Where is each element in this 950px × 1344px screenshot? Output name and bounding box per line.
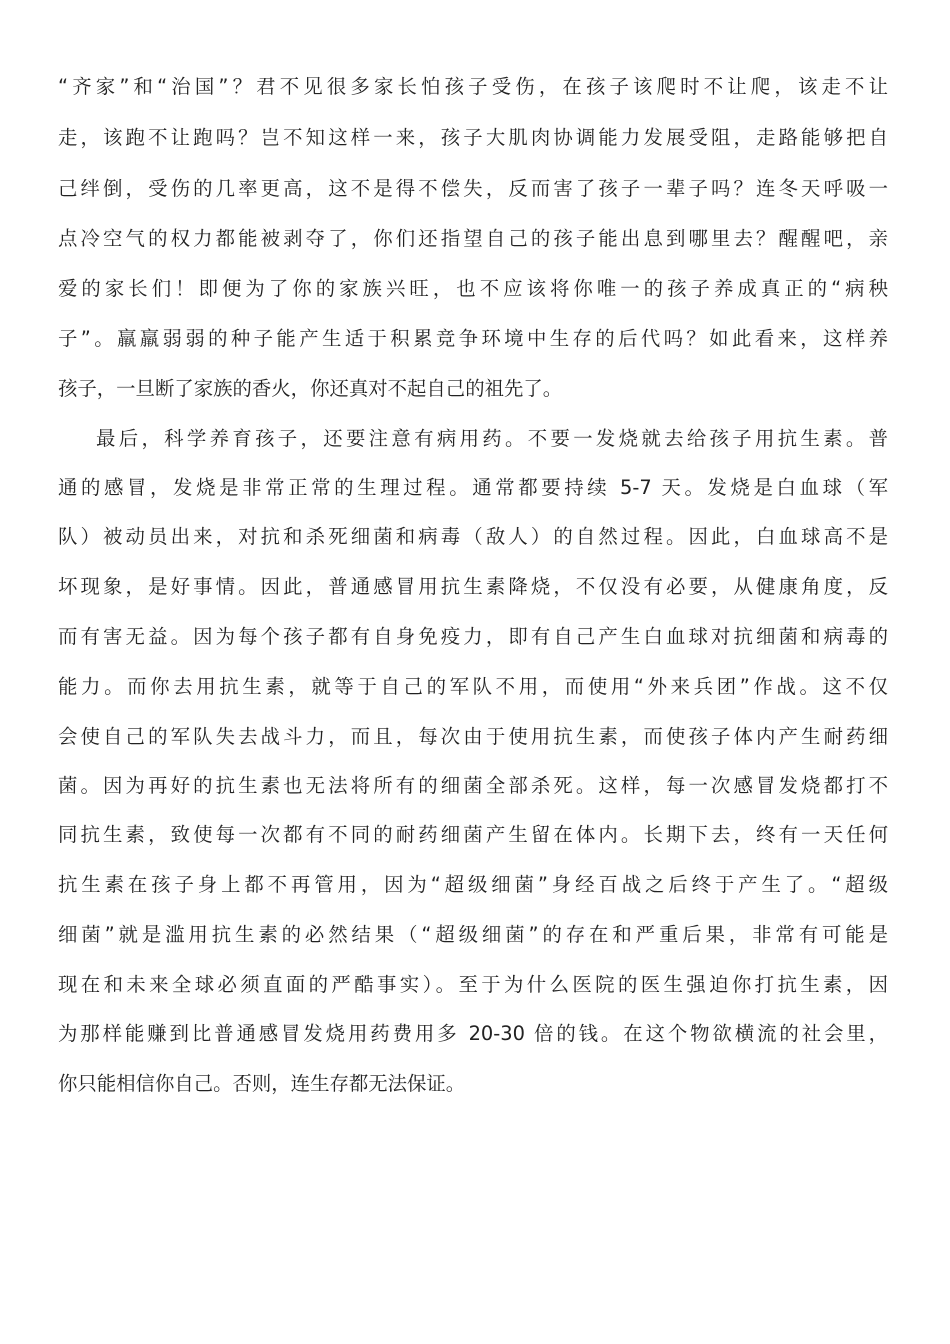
text-line: 能力。而你去用抗生素，就等于自己的军队不用，而使用“外来兵团”作战。这不仅 xyxy=(58,675,888,698)
text-line: 走，该跑不让跑吗？岂不知这样一来，孩子大肌肉协调能力发展受阻，走路能够把自 xyxy=(58,126,888,149)
text-line: 同抗生素，致使每一次都有不同的耐药细菌产生留在体内。长期下去，终有一天任何 xyxy=(58,823,888,846)
text-line: 你只能相信你自己。否则，连生存都无法保证。 xyxy=(58,1072,466,1095)
text-line: 爱的家长们！即便为了你的家族兴旺，也不应该将你唯一的孩子养成真正的“病秧 xyxy=(58,277,888,300)
text-line: 抗生素在孩子身上都不再管用，因为“超级细菌”身经百战之后终于产生了。“超级 xyxy=(58,873,888,896)
text-line: 会使自己的军队失去战斗力，而且，每次由于使用抗生素，而使孩子体内产生耐药细 xyxy=(58,725,888,748)
text-line: 孩子，一旦断了家族的香火，你还真对不起自己的祖先了。 xyxy=(58,377,563,400)
text-line: “齐家”和“治国”？君不见很多家长怕孩子受伤，在孩子该爬时不让爬，该走不让 xyxy=(58,75,888,98)
text-line: 现在和未来全球必须直面的严酷事实）。至于为什么医院的医生强迫你打抗生素，因 xyxy=(58,973,888,996)
text-line: 为那样能赚到比普通感冒发烧用药费用多 20-30 倍的钱。在这个物欲横流的社会里， xyxy=(58,1022,888,1045)
text-line: 菌。因为再好的抗生素也无法将所有的细菌全部杀死。这样，每一次感冒发烧都打不 xyxy=(58,774,888,797)
text-line: 通的感冒，发烧是非常正常的生理过程。通常都要持续 5-7 天。发烧是白血球（军 xyxy=(58,476,888,499)
text-line: 子”。羸羸弱弱的种子能产生适于积累竞争环境中生存的后代吗？如此看来，这样养 xyxy=(58,327,888,350)
text-line: 坏现象，是好事情。因此，普通感冒用抗生素降烧，不仅没有必要，从健康角度，反 xyxy=(58,575,888,598)
text-line: 队）被动员出来，对抗和杀死细菌和病毒（敌人）的自然过程。因此，白血球高不是 xyxy=(58,525,888,548)
text-line: 己绊倒，受伤的几率更高，这不是得不偿失，反而害了孩子一辈子吗？连冬天呼吸一 xyxy=(58,177,888,200)
text-line: 最后，科学养育孩子，还要注意有病用药。不要一发烧就去给孩子用抗生素。普 xyxy=(96,427,888,450)
text-line: 细菌”就是滥用抗生素的必然结果（“超级细菌”的存在和严重后果，非常有可能是 xyxy=(58,923,888,946)
text-line: 而有害无益。因为每个孩子都有自身免疫力，即有自己产生白血球对抗细菌和病毒的 xyxy=(58,625,888,648)
text-line: 点冷空气的权力都能被剥夺了，你们还指望自己的孩子能出息到哪里去？醒醒吧，亲 xyxy=(58,227,888,250)
